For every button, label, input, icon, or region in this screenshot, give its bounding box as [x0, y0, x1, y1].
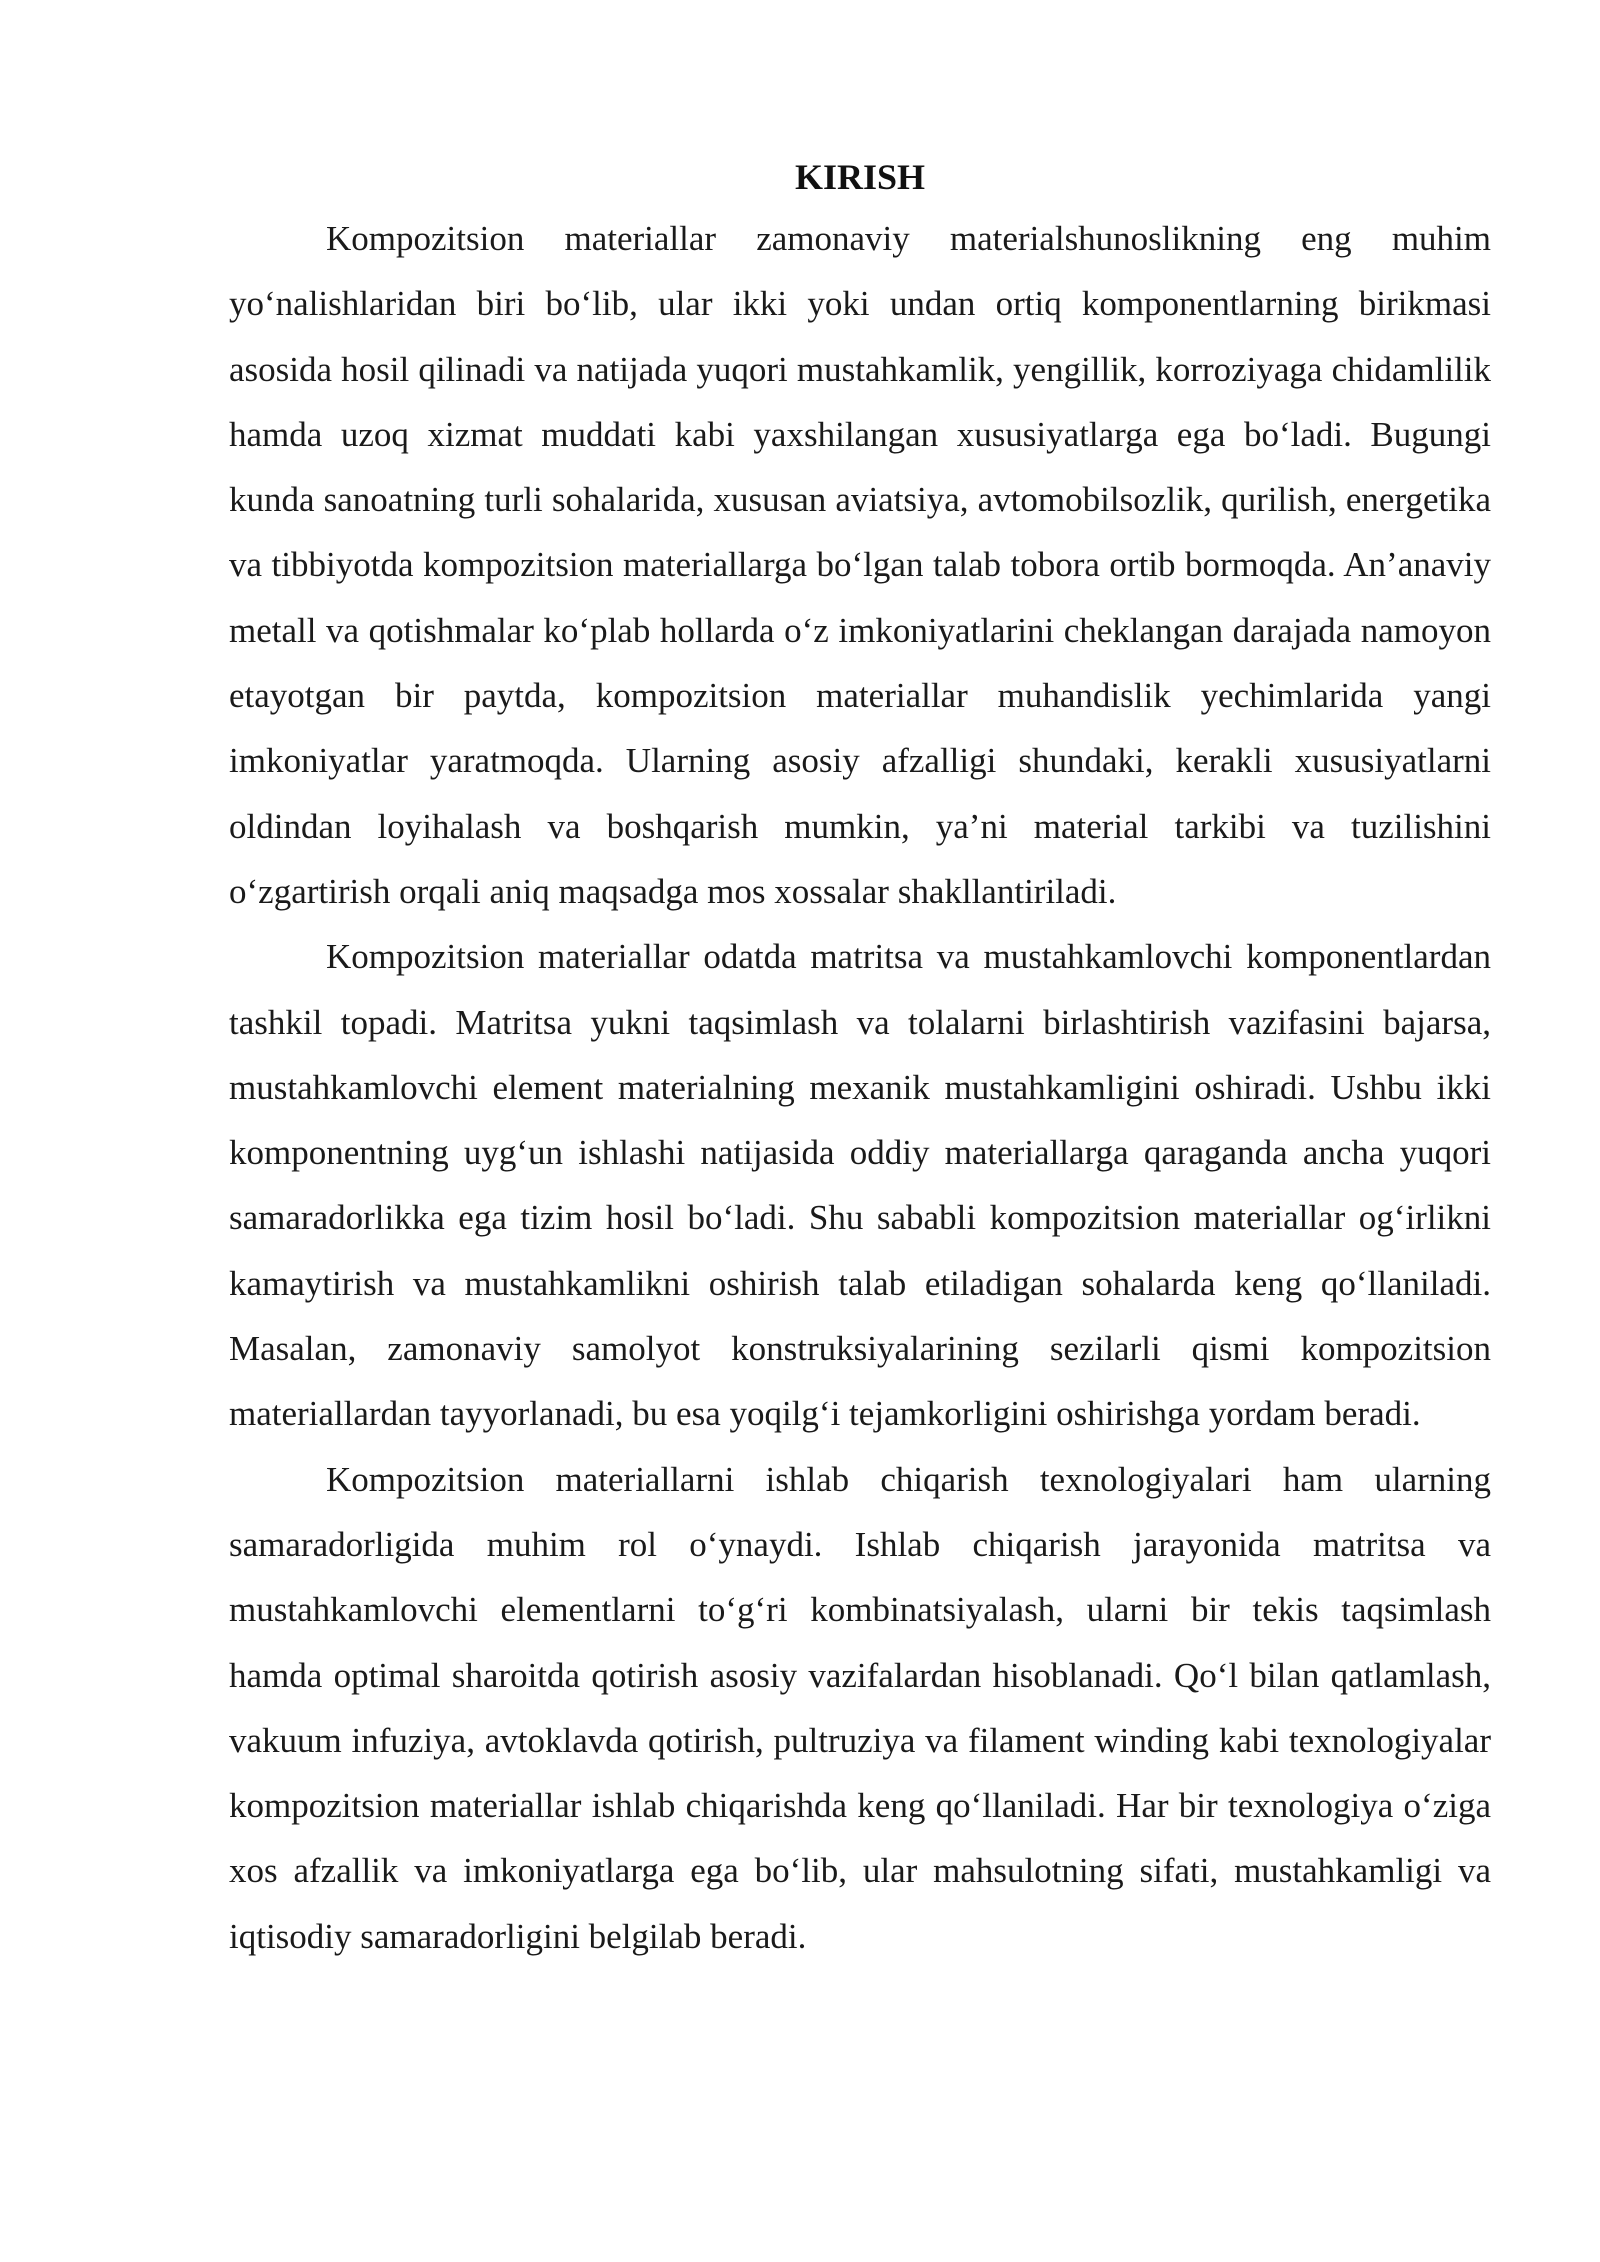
document-body: [229, 148, 1491, 1969]
paragraph-2: Kompozitsion materiallar odatda matritsa va mustahkamlovchi komponentlardan tashkil topadi. Matritsa yukni taqsimlash va tolalarni birlashtirish vazifasini bajarsa, mustahkamlovchi element materialning mexanik mustahkamligini oshiradi. Ushbu ikki komponentning uyg‘un ishlashi natijasida oddiy materiallarga qaraganda ancha yuqori samaradorlikka ega tizim hosil bo‘ladi. Shu sababli kompozitsion materiallar og‘irlikni kamaytirish va mustahkamlikni oshirish talab etiladigan sohalarda keng qo‘llaniladi. Masalan, zamonaviy samolyot konstruksiyalarining sezilarli qismi kompozitsion materiallardan tayyorlanadi, bu esa yoqilg‘i tejamkorligini oshirishga yordam beradi.: [229, 937, 1491, 1434]
paragraph-3: Kompozitsion materiallarni ishlab chiqarish texnologiyalari ham ularning samaradorligida muhim rol o‘ynaydi. Ishlab chiqarish jarayonida matritsa va mustahkamlovchi elementlarni to‘g‘ri kombinatsiyalash, ularni bir tekis taqsimlash hamda optimal sharoitda qotirish asosiy vazifalardan hisoblanadi. Qo‘l bilan qatlamlash, vakuum infuziya, avtoklavda qotirish, pultruziya va filament winding kabi texnologiyalar kompozitsion materiallar ishlab chiqarishda keng qo‘llaniladi. Har bir texnologiya o‘ziga xos afzallik va imkoniyatlarga ega bo‘lib, ular mahsulotning sifati, mustahkamligi va iqtisodiy samaradorligini belgilab beradi.: [229, 1459, 1491, 1956]
paragraph-1: Kompozitsion materiallar zamonaviy materialshunoslikning eng muhim yo‘nalishlaridan biri bo‘lib, ular ikki yoki undan ortiq komponentlarning birikmasi asosida hosil qilinadi va natijada yuqori mustahkamlik, yengillik, korroziyaga chidamlilik hamda uzoq xizmat muddati kabi yaxshilangan xususiyatlarga ega bo‘ladi. Bugungi kunda sanoatning turli sohalarida, xususan aviatsiya, avtomobilsozlik, qurilish, energetika va tibbiyotda kompozitsion materiallarga bo‘lgan talab tobora ortib bormoqda. An’anaviy metall va qotishmalar ko‘plab hollarda o‘z imkoniyatlarini cheklangan darajada namoyon etayotgan bir paytda, kompozitsion materiallar muhandislik yechimlarida yangi imkoniyatlar yaratmoqda. Ularning asosiy afzalligi shundaki, kerakli xususiyatlarni oldindan loyihalash va boshqarish mumkin, ya’ni material tarkibi va tuzilishini o‘zgartirish orqali aniq maqsadga mos xossalar shakllantiriladi.: [229, 219, 1491, 911]
page-title: KIRISH: [794, 157, 926, 197]
